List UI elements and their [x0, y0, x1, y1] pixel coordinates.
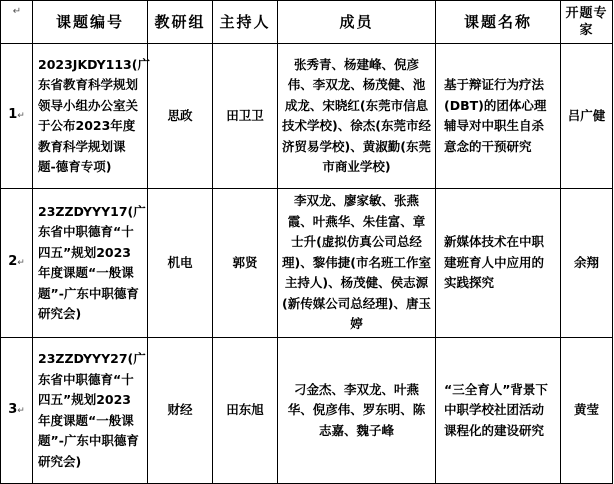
header-expert: 开题专家 [561, 1, 613, 44]
return-mark: ↵ [17, 405, 25, 416]
header-group: 教研组 [148, 1, 213, 44]
header-row [1, 1, 613, 44]
host-name: 郭贤 [213, 189, 278, 338]
teaching-group: 机电 [148, 189, 213, 338]
members-list: 李双龙、廖家敏、张燕霞、叶燕华、朱佳富、章士升(虚拟仿真公司总经理)、黎伟捷(市名班工作室主持人)、杨茂健、侯志源(新传媒公司总经理)、唐玉婷 [278, 189, 436, 338]
header-title: 课题名称 [436, 1, 561, 44]
header-code: 课题编号 [33, 1, 148, 44]
topic-title: 基于辩证行为疗法(DBT)的团体心理辅导对中职生自杀意念的干预研究 [436, 44, 561, 189]
row-number: 3↵ [1, 338, 33, 484]
topic-title: “三全育人”背景下中职学校社团活动课程化的建设研究 [436, 338, 561, 484]
table-row [1, 44, 613, 189]
topic-code: 2023JKDY113(广东省教育科学规划领导小组办公室关于公布2023年度教育科学规划课题-德育专项) [33, 44, 148, 189]
header-members: 成员 [278, 1, 436, 44]
row-number: 1↵ [1, 44, 33, 189]
members-list: 刁金杰、李双龙、叶燕华、倪彦伟、罗东明、陈志嘉、魏子峰 [278, 338, 436, 484]
table-row [1, 189, 613, 338]
header-host: 主持人 [213, 1, 278, 44]
table-row [1, 338, 613, 484]
header-mark: ↵ [1, 1, 33, 44]
teaching-group: 财经 [148, 338, 213, 484]
host-name: 田卫卫 [213, 44, 278, 189]
expert-name: 吕广健 [561, 44, 613, 189]
row-number: 2↵ [1, 189, 33, 338]
host-name: 田东旭 [213, 338, 278, 484]
return-mark: ↵ [17, 258, 25, 269]
topic-code: 23ZZDYYY17(广东省中职德育“十四五”规划2023年度课题“一般课题”-广东中职德育研究会) [33, 189, 148, 338]
return-mark: ↵ [17, 111, 25, 122]
topic-title: 新媒体技术在中职建班育人中应用的实践探究 [436, 189, 561, 338]
expert-name: 余翔 [561, 189, 613, 338]
teaching-group: 思政 [148, 44, 213, 189]
members-list: 张秀青、杨建峰、倪彦伟、李双龙、杨茂健、池成龙、宋晓红(东莞市信息技术学校)、徐杰(东莞市经济贸易学校)、黄淑勤(东莞市商业学校) [278, 44, 436, 189]
topic-code: 23ZZDYYY27(广东省中职德育“十四五”规划2023年度课题“一般课题”-广东中职德育研究会) [33, 338, 148, 484]
expert-name: 黄莹 [561, 338, 613, 484]
